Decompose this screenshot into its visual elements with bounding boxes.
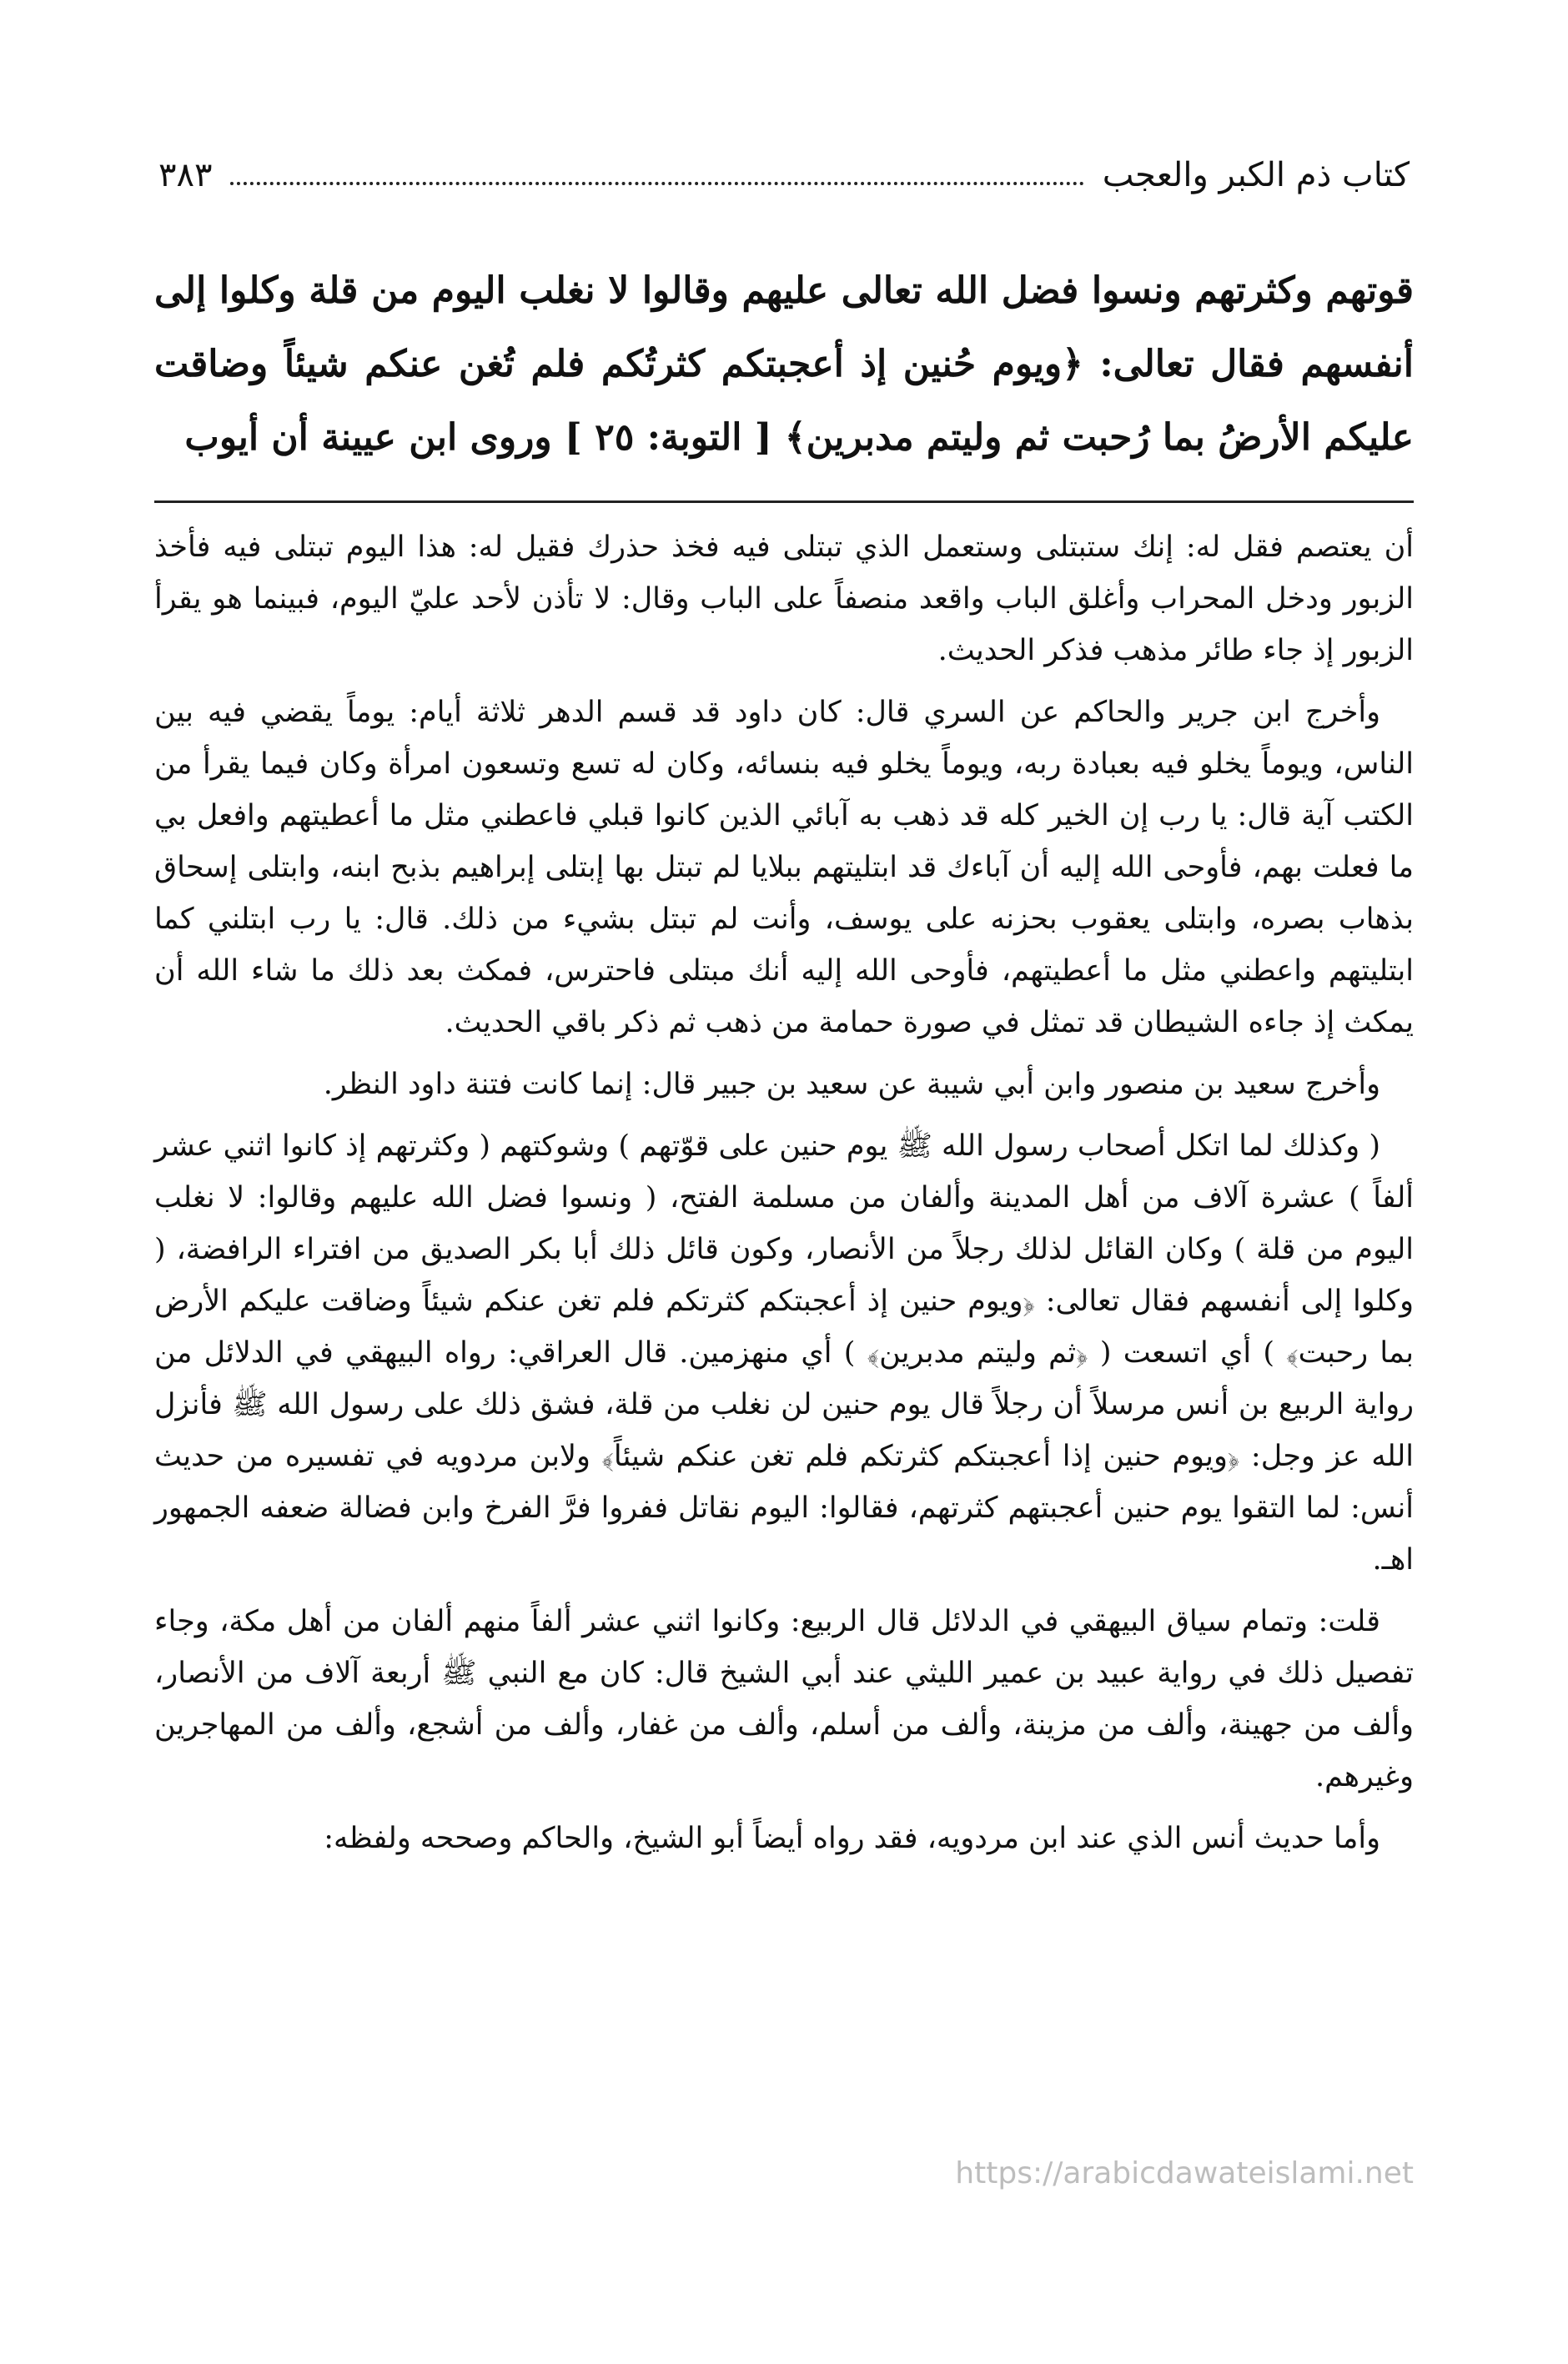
commentary-paragraph: وأخرج سعيد بن منصور وابن أبي شيبة عن سعيد بن جبير قال: إنما كانت فتنة داود النظر. (323, 1068, 1380, 1101)
page-number: ٣٨٣ (158, 156, 213, 194)
watermark-url: https://arabicdawateislami.net (955, 2156, 1414, 2190)
footnote-divider (154, 500, 1414, 503)
running-title: كتاب ذم الكبر والعجب (1102, 156, 1410, 194)
commentary-paragraph: أن يعتصم فقل له: إنك ستبتلى وستعمل الذي تبتلى فيه فخذ حذرك فقيل له: هذا اليوم تبتلى فيه فأخذ الزبور ودخل المحراب وأغلق الباب واقعد منصفاً على الباب وقال: لا تأذن لأحد عليّ اليوم، فبينما هو يقرأ الزبور إذ جاء طائر مذهب فذكر الحديث. (154, 531, 1414, 667)
commentary-paragraph: ( وكذلك لما اتكل أصحاب رسول الله ﷺ يوم حنين على قوّتهم ) وشوكتهم ( وكثرتهم إذ كانوا اثني عشر ألفاً ) عشرة آلاف من أهل المدينة وألفان من مسلمة الفتح، ( ونسوا فضل الله عليهم وقالوا: لا نغلب اليوم من قلة ) وكان القائل لذلك رجلاً من الأنصار، وكون قائل ذلك أبا بكر الصديق من افتراء الرافضة، ( وكلوا إلى أنفسهم فقال تعالى: ﴿ويوم حنين إذ أعجبتكم كثرتكم فلم تغن عنكم شيئاً وضاقت عليكم الأرض بما رحبت﴾ ) أي اتسعت ( ﴿ثم وليتم مدبرين﴾ ) أي منهزمين. قال العراقي: رواه البيهقي في الدلائل من رواية الربيع بن أنس مرسلاً أن رجلاً قال يوم حنين لن نغلب من قلة، فشق ذلك على رسول الله ﷺ فأنزل الله عز وجل: ﴿ويوم حنين إذا أعجبتكم كثرتكم فلم تغن عنكم شيئاً﴾ ولابن مردويه في تفسيره من حديث أنس: لما التقوا يوم حنين أعجبتهم كثرتهم، فقالوا: اليوم نقاتل ففروا فرَّ الفرخ وابن فضالة ضعفه الجمهور اهـ. (154, 1129, 1414, 1577)
page-header (158, 142, 1410, 209)
commentary-paragraph: قلت: وتمام سياق البيهقي في الدلائل قال الربيع: وكانوا اثني عشر ألفاً منهم ألفان من أهل مكة، وجاء تفصيل ذلك في رواية عبيد بن عمير الليثي عند أبي الشيخ قال: كان مع النبي ﷺ أربعة آلاف من الأنصار، وألف من جهينة، وألف من مزينة، وألف من أسلم، وألف من غفار، وألف من أشجع، وألف من المهاجرين وغيرهم. (154, 1605, 1414, 1793)
commentary-paragraph: وأخرج ابن جرير والحاكم عن السري قال: كان داود قد قسم الدهر ثلاثة أيام: يوماً يقضي فيه بين الناس، ويوماً يخلو فيه بعبادة ربه، ويوماً يخلو فيه بنسائه، وكان له تسع وتسعون امرأة وكان فيما يقرأ من الكتب آية قال: يا رب إن الخير كله قد ذهب به آبائي الذين كانوا قبلي فاعطني مثل ما أعطيتهم وافعل بي ما فعلت بهم، فأوحى الله إليه أن آباءك قد ابتليتهم ببلايا لم تبتل بها إبتلى إبراهيم بذبح ابنه، وابتلى إسحاق بذهاب بصره، وابتلى يعقوب بحزنه على يوسف، وأنت لم تبتل بشيء من ذلك. قال: يا رب ابتلني كما ابتليتهم واعطني مثل ما أعطيتهم، فأوحى الله إليه أنك مبتلى فاحترس، فمكث بعد ذلك ما شاء الله أن يمكث إذ جاءه الشيطان قد تمثل في صورة حمامة من ذهب ثم ذكر باقي الحديث. (154, 696, 1414, 1039)
commentary-block (154, 521, 1414, 1874)
commentary-paragraph: وأما حديث أنس الذي عند ابن مردويه، فقد رواه أيضاً أبو الشيخ، والحاكم وصححه ولفظه: (324, 1822, 1380, 1855)
header-dot-leader (230, 182, 1083, 185)
main-text-block: قوتهم وكثرتهم ونسوا فضل الله تعالى عليهم وقالوا لا نغلب اليوم من قلة وكلوا إلى أنفسهم فقال تعالى: ﴿ويوم حُنين إذ أعجبتكم كثرتُكم فلم تُغن عنكم شيئاً وضاقت عليكم الأرضُ بما رُحبت ثم وليتم مدبرين﴾ [ التوبة: ٢٥ ] وروى ابن عيينة أن أيوب (154, 269, 1414, 459)
